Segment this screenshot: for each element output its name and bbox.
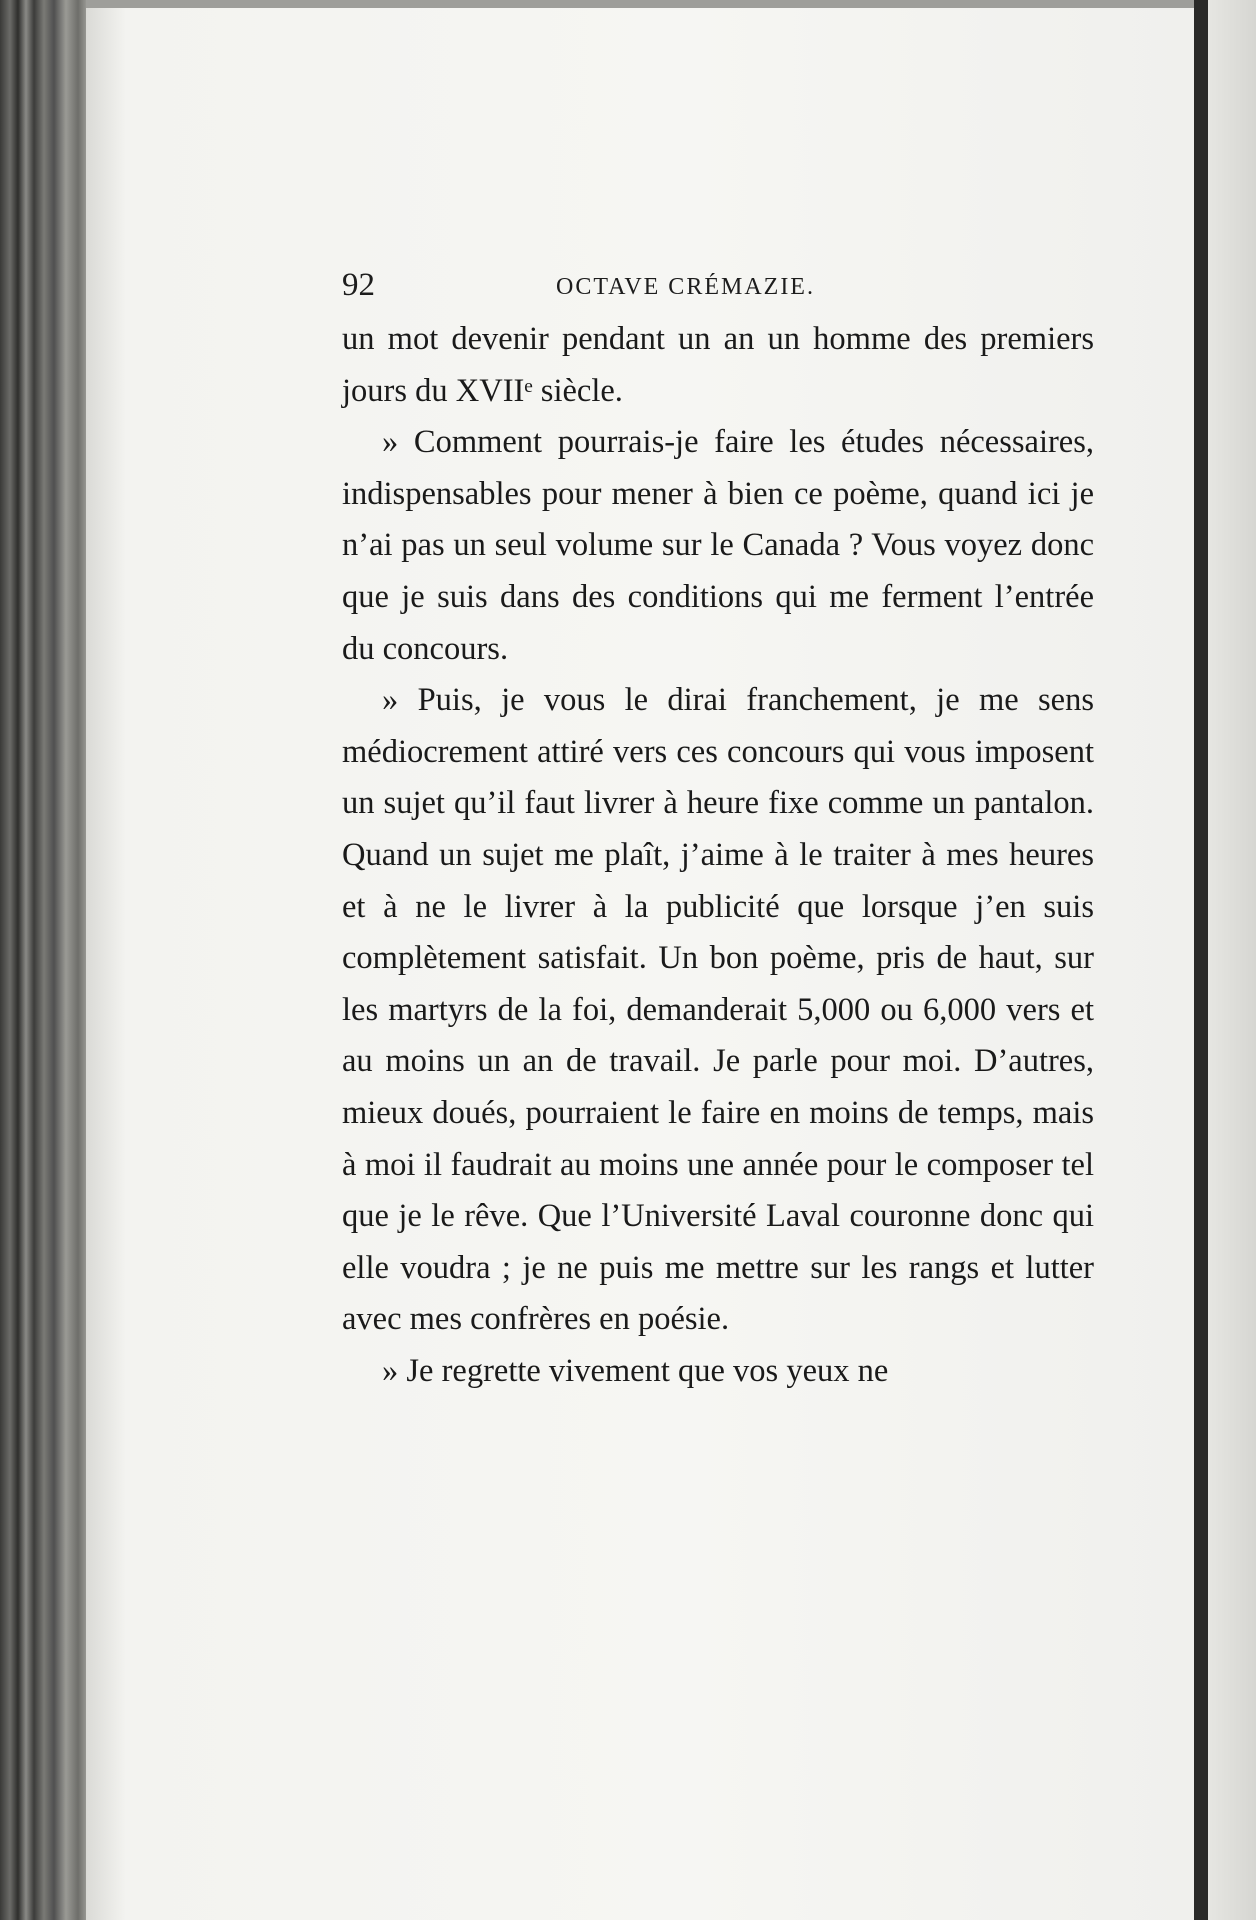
paragraph: » Comment pourrais-je faire les études nécessaires, indispensables pour mener à bien ce poème, quand ici je n’ai pas un seul volume sur le Canada ? Vous voyez donc que je suis dans des conditions qui me ferment l’entrée du concours. xyxy=(342,424,1094,667)
next-page-edge xyxy=(1208,0,1256,1920)
page-top-edge xyxy=(86,0,1194,8)
book-spine-edge xyxy=(0,0,92,1920)
paragraph: » Puis, je vous le dirai franchement, je me sens médiocrement attiré vers ces concours qui vous imposent un sujet qu’il faut livrer à heure fixe comme un pantalon. Quand un sujet me plaît, j’aime à le traiter à mes heures et à ne le livrer à la publicité que lorsque j’en suis complètement satisfait. Un bon poème, pris de haut, sur les martyrs de la foi, demanderait 5,000 ou 6,000 vers et au moins un an de travail. Je parle pour moi. D’autres, mieux doués, pourraient le faire en moins de temps, mais à moi il faudrait au moins une année pour le composer tel que je le rêve. Que l’Université Laval couronne donc qui elle voudra ; je ne puis me mettre sur les rangs et lutter avec mes confrères en poésie. xyxy=(342,682,1094,1338)
paragraph: » Je regrette vivement que vos yeux ne xyxy=(382,1352,889,1389)
running-head: OCTAVE CRÉMAZIE. xyxy=(556,274,815,300)
page-right-border xyxy=(1194,0,1208,1920)
body-text xyxy=(342,314,1094,1397)
page-header xyxy=(342,262,1082,308)
page-number: 92 xyxy=(342,267,375,303)
paragraph: un mot devenir pendant un an un homme des premiers jours du XVIIᵉ siècle. xyxy=(342,321,1094,409)
